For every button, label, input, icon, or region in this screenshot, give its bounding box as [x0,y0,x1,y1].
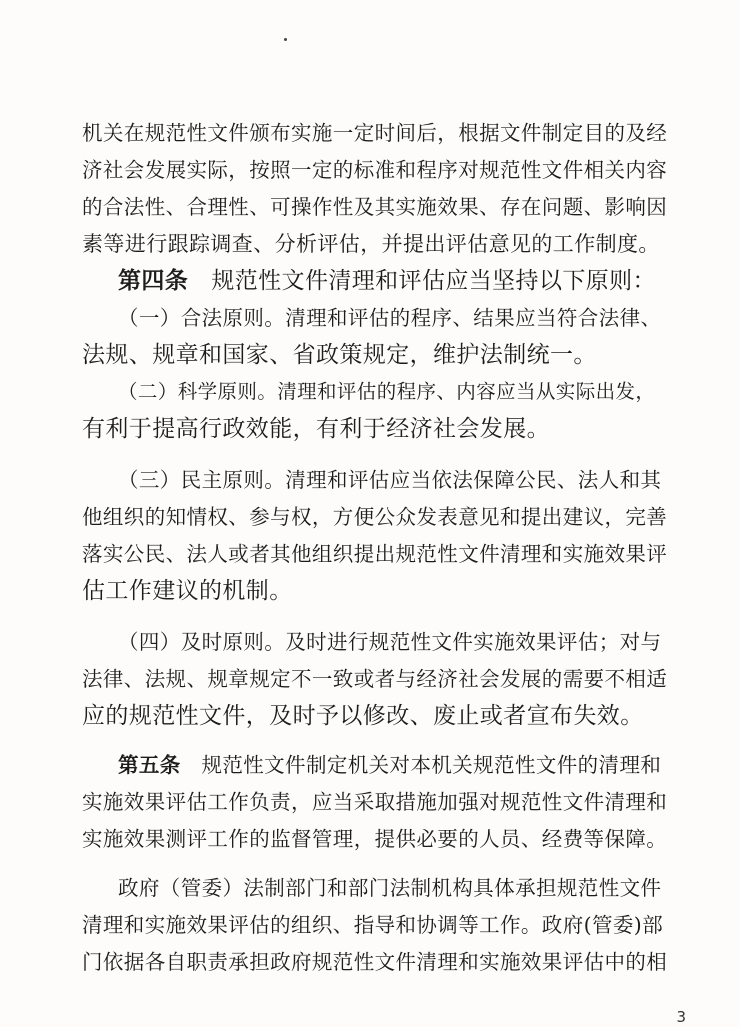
paragraph-line: 的合法性、合理性、可操作性及其实施效果、存在问题、影响因 [82,195,668,219]
paragraph-line: 应的规范性文件，及时予以修改、废止或者宣布失效。 [82,703,644,729]
paragraph-line: 机关在规范性文件颁布实施一定时间后，根据文件制定目的及经 [82,121,668,145]
paragraph-line: 他组织的知情权、参与权，方便公众发表意见和提出建议，完善 [82,505,668,529]
article-heading: 第四条 [118,267,189,294]
paragraph-line: 门依据各自职责承担政府规范性文件清理和实施效果评估中的相 [82,950,668,974]
paragraph-line: 清理和实施效果评估的组织、指导和协调等工作。政府(管委)部 [82,913,664,937]
paragraph-line: （三）民主原则。清理和评估应当依法保障公民、法人和其 [118,468,662,492]
paragraph-line: 政府（管委）法制部门和部门法制机构具体承担规范性文件 [118,876,662,900]
paragraph-line: 落实公民、法人或者其他组织提出规范性文件清理和实施效果评 [82,542,668,566]
paragraph-line: 估工作建议的机制。 [82,578,293,604]
paragraph-line: 法规、规章和国家、省政策规定，维护法制统一。 [82,342,597,368]
paragraph-line: 法律、法规、规章规定不一致或者与经济社会发展的需要不相适 [82,667,668,691]
scan-speck [284,38,287,41]
article-text: 规范性文件清理和评估应当坚持以下原则： [211,268,656,294]
paragraph-line: （四）及时原则。及时进行规范性文件实施效果评估；对与 [118,630,662,654]
paragraph-line: 济社会发展实际，按照一定的标准和程序对规范性文件相关内容 [82,158,668,182]
page-number: 3 [676,1008,686,1026]
paragraph-line: 实施效果测评工作的监督管理，提供必要的人员、经费等保障。 [82,827,668,851]
article-5-line [118,750,661,780]
paragraph-line: （二）科学原则。清理和评估的程序、内容应当从实际出发， [118,380,656,403]
article-text: 规范性文件制定机关对本机关规范性文件的清理和 [201,753,662,777]
paragraph-line: （一）合法原则。清理和评估的程序、结果应当符合法律、 [118,306,662,330]
article-heading: 第五条 [118,753,181,777]
paragraph-line: 素等进行跟踪调查、分析评估，并提出评估意见的工作制度。 [82,232,660,256]
paragraph-line: 实施效果评估工作负责，应当采取措施加强对规范性文件清理和 [82,790,668,814]
paragraph-line: 有利于提高行政效能，有利于经济社会发展。 [82,416,550,442]
article-4-line [118,266,656,296]
